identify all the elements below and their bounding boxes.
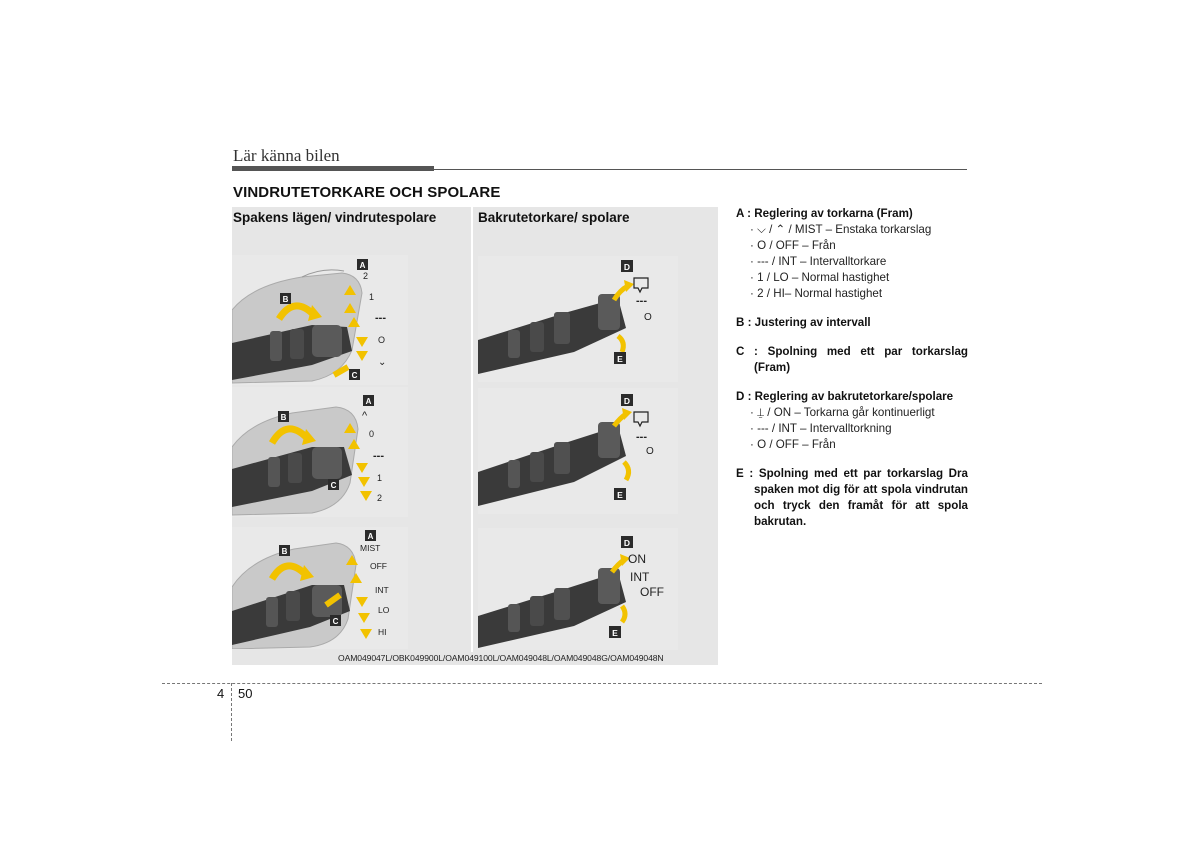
legend-a bbox=[736, 206, 968, 302]
position-label-int: --- bbox=[375, 312, 386, 324]
legend-b-heading: B : Justering av intervall bbox=[736, 316, 871, 329]
right-column-title: Bakrutetorkare/ spolare bbox=[478, 210, 630, 225]
position-label-2: 2 bbox=[363, 271, 369, 281]
footer-vertical-rule bbox=[231, 683, 232, 741]
badge-a: A bbox=[359, 261, 366, 270]
wiper-lever-typ-b-illustration bbox=[232, 387, 408, 517]
legend-d-item: · ⍊ / ON – Torkarna går kontinuerligt bbox=[750, 406, 935, 419]
position-label-hi: HI bbox=[378, 627, 387, 637]
position-label-int: --- bbox=[636, 431, 647, 443]
badge-c: C bbox=[351, 371, 358, 380]
header-rule-thin bbox=[434, 169, 967, 170]
legend-d-heading: D : Reglering av bakrutetorkare/spolare bbox=[736, 390, 954, 403]
position-label-int: INT bbox=[375, 585, 389, 595]
legend-b bbox=[736, 315, 968, 331]
page-number: 50 bbox=[238, 686, 253, 701]
badge-d: D bbox=[623, 262, 631, 272]
panel-divider bbox=[471, 207, 473, 652]
footer-rule bbox=[162, 683, 1042, 684]
badge-e: E bbox=[617, 354, 623, 364]
page-chapter-number: 4 bbox=[217, 686, 225, 701]
badge-a: A bbox=[365, 397, 372, 406]
figure-reference-code: OAM049047L/OBK049900L/OAM049100L/OAM049048L/OAM049048G/OAM049048N bbox=[338, 653, 664, 663]
legend-a-heading: A : Reglering av torkarna (Fram) bbox=[736, 207, 913, 220]
left-column-title: Spakens lägen/ vindrutespolare bbox=[233, 210, 437, 225]
legend-a-item: · O / OFF – Från bbox=[750, 239, 836, 252]
header-rule-thick bbox=[232, 166, 434, 171]
legend-c-heading: C : Spolning med ett par torkarslag (Fram) bbox=[736, 345, 968, 374]
position-label-off: 0 bbox=[369, 429, 375, 439]
legend-a-item: · --- / INT – Intervalltorkare bbox=[750, 255, 887, 268]
legend-a-item: · 2 / HI– Normal hastighet bbox=[750, 287, 883, 300]
position-label-1: 1 bbox=[377, 473, 383, 483]
section-title: VINDRUTETORKARE OCH SPOLARE bbox=[233, 184, 501, 201]
rear-wiper-typ-c-prime-illustration bbox=[478, 528, 678, 650]
legend-e-heading: E : Spolning med ett par torkarslag Dra spaken mot dig för att spola vindrutan och tryck den framåt för att spola bakrutan. bbox=[736, 467, 968, 528]
position-label-on: ON bbox=[628, 552, 646, 566]
badge-b: B bbox=[281, 547, 288, 556]
badge-a: A bbox=[367, 532, 374, 541]
badge-c: C bbox=[330, 481, 337, 490]
position-label-int: INT bbox=[630, 570, 650, 584]
legend-d-item: · O / OFF – Från bbox=[750, 438, 836, 451]
position-label-off: O bbox=[646, 446, 654, 457]
position-label-1: 1 bbox=[369, 292, 375, 302]
position-label-mist: ^ bbox=[362, 410, 368, 422]
position-label-lo: LO bbox=[378, 605, 390, 615]
badge-b: B bbox=[282, 295, 289, 304]
legend-d bbox=[736, 389, 968, 453]
position-label-int: --- bbox=[373, 450, 384, 462]
legend-d-item: · --- / INT – Intervalltorkning bbox=[750, 422, 892, 435]
legend-a-item: · 1 / LO – Normal hastighet bbox=[750, 271, 890, 284]
position-label-mist: MIST bbox=[360, 543, 381, 553]
wiper-lever-typ-c-illustration bbox=[232, 527, 408, 649]
position-label-2: 2 bbox=[377, 493, 383, 503]
legend-e bbox=[736, 466, 968, 530]
badge-b: B bbox=[280, 413, 287, 422]
wiper-lever-typ-a-illustration bbox=[232, 255, 408, 385]
chapter-title: Lär känna bilen bbox=[233, 146, 340, 165]
position-label-off: O bbox=[644, 312, 652, 323]
rear-wiper-typ-b-prime-illustration bbox=[478, 388, 678, 514]
badge-d: D bbox=[623, 538, 631, 548]
position-label-off: O bbox=[378, 335, 386, 345]
legend-c bbox=[736, 344, 968, 376]
badge-c: C bbox=[332, 617, 339, 626]
legend-column bbox=[736, 206, 968, 543]
rear-wiper-typ-a-prime-illustration bbox=[478, 256, 678, 382]
position-label-mist: ⌄ bbox=[378, 357, 387, 368]
legend-a-item: · ⌵ / ⌃ / MIST – Enstaka torkarslag bbox=[750, 223, 932, 236]
badge-e: E bbox=[612, 628, 618, 638]
badge-d: D bbox=[623, 396, 631, 406]
position-label-int: --- bbox=[636, 295, 647, 307]
badge-e: E bbox=[617, 490, 623, 500]
position-label-off: OFF bbox=[640, 585, 664, 599]
position-label-off: OFF bbox=[370, 561, 387, 571]
